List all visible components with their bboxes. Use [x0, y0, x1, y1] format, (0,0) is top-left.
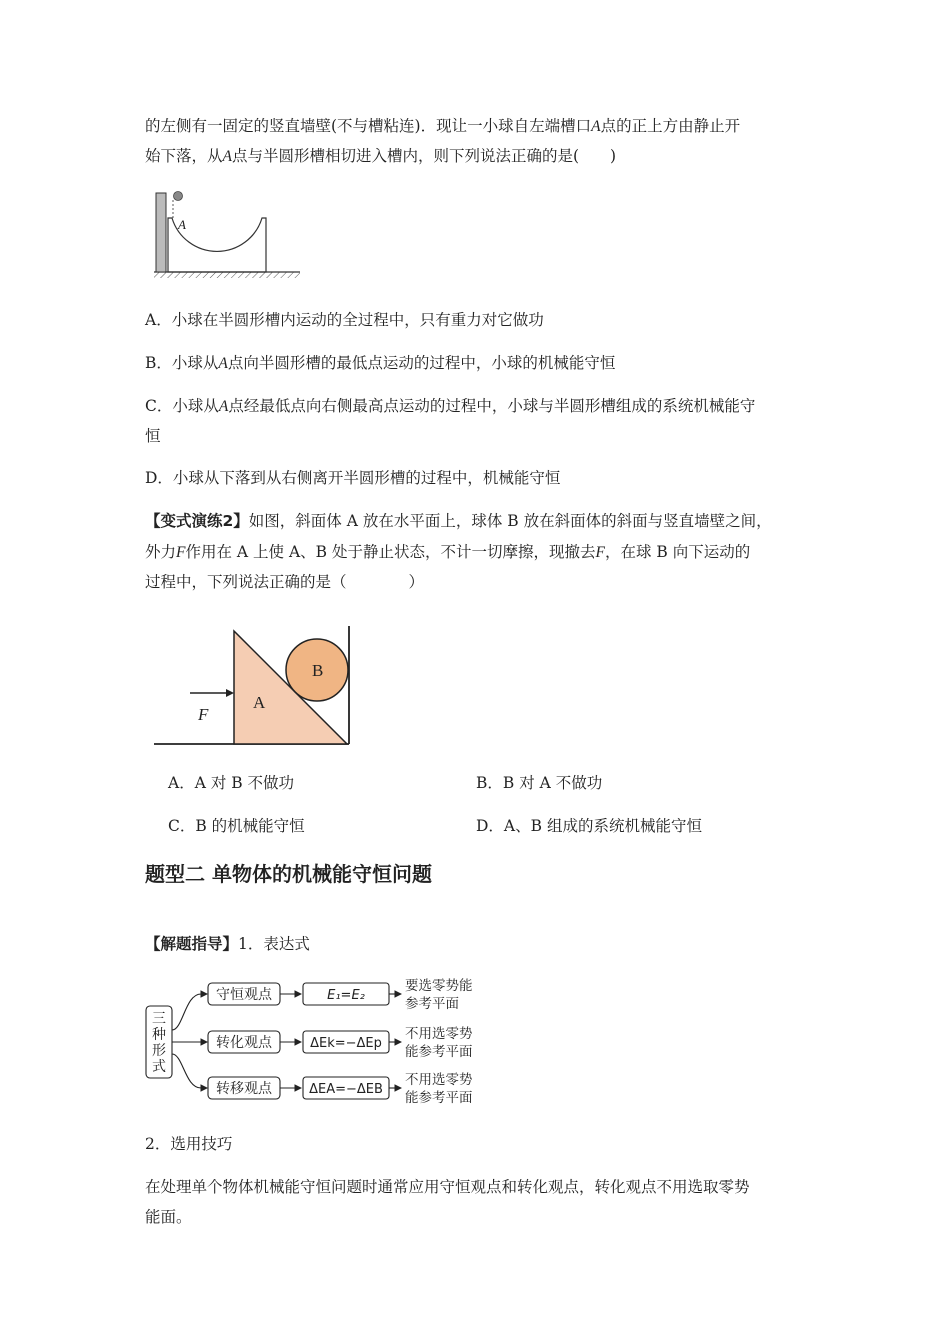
view-label-3: 转移观点 [216, 1081, 272, 1097]
section-title: 题型二 单物体的机械能守恒问题 [145, 862, 432, 886]
formula-1: E₁=E₂ [327, 988, 365, 1003]
q1-figure-label-a: A [178, 217, 186, 232]
note-1-line2: 参考平面 [405, 996, 459, 1012]
q2-option-b: B．B 对 A 不做功 [476, 774, 603, 792]
skill-text-line2: 能面。 [145, 1208, 192, 1226]
note-1-line1: 要选零势能 [405, 978, 473, 994]
formula-2: ΔEk=−ΔEp [310, 1036, 382, 1051]
q1-stem-line2: 始下落，从A点与半圆形槽相切进入槽内，则下列说法正确的是( ) [145, 147, 617, 165]
q2-stem-line2: 外力F作用在 A 上使 A、B 处于静止状态，不计一切摩擦，现撤去F，在球 B 向下运动的 [145, 543, 751, 561]
q1-option-b: B．小球从A点向半圆形槽的最低点运动的过程中，小球的机械能守恒 [145, 354, 616, 372]
q1-option-c-cont: 恒 [145, 427, 161, 445]
flow-branch-bottom [172, 1054, 207, 1088]
q2-option-a: A．A 对 B 不做功 [168, 774, 295, 792]
ground-hatch [154, 272, 300, 278]
note-3-line1: 不用选零势 [405, 1072, 473, 1088]
wedge-label-a: A [253, 693, 266, 712]
skill-heading: 2．选用技巧 [145, 1135, 233, 1153]
q1-option-d: D．小球从下落到从右侧离开半圆形槽的过程中，机械能守恒 [145, 469, 561, 487]
expression-flow-diagram [143, 972, 493, 1114]
q1-stem-line1: 的左侧有一固定的竖直墙壁(不与槽粘连)．现让一小球自左端槽口A点的正上方由静止开 [145, 117, 741, 135]
q2-stem-line3: 过程中，下列说法正确的是（ ） [145, 573, 425, 591]
q1-option-a: A．小球在半圆形槽内运动的全过程中，只有重力对它做功 [145, 311, 544, 329]
flow-left-char-1: 三 [152, 1011, 166, 1027]
q2-option-d: D．A、B 组成的系统机械能守恒 [476, 817, 702, 835]
flow-left-char-4: 式 [152, 1059, 166, 1075]
force-label-f: F [198, 705, 209, 724]
flow-left-char-3: 形 [152, 1043, 166, 1059]
ball-label-b: B [312, 661, 324, 680]
guide-heading: 【解题指导】1．表达式 [145, 935, 310, 953]
q1-groove-figure [140, 185, 310, 285]
note-3-line2: 能参考平面 [405, 1090, 473, 1106]
flow-left-char-2: 种 [152, 1027, 166, 1043]
note-2-line2: 能参考平面 [405, 1044, 473, 1060]
ball [174, 192, 183, 201]
q1-option-c: C．小球从A点经最低点向右侧最高点运动的过程中，小球与半圆形槽组成的系统机械能守 [145, 397, 756, 415]
note-2-line1: 不用选零势 [405, 1026, 473, 1042]
flow-branch-top [172, 994, 207, 1030]
q2-stem-line1: 【变式演练2】如图，斜面体 A 放在水平面上，球体 B 放在斜面体的斜面与竖直墙壁之间， [145, 512, 772, 530]
q2-wedge-figure [150, 622, 360, 750]
wall [156, 193, 166, 272]
view-label-2: 转化观点 [216, 1035, 272, 1051]
view-label-1: 守恒观点 [216, 987, 272, 1003]
formula-3: ΔEA=−ΔEB [309, 1082, 383, 1097]
skill-text-line1: 在处理单个物体机械能守恒问题时通常应用守恒观点和转化观点，转化观点不用选取零势 [145, 1178, 750, 1196]
q2-option-c: C．B 的机械能守恒 [168, 817, 305, 835]
force-arrow-head [226, 689, 234, 697]
